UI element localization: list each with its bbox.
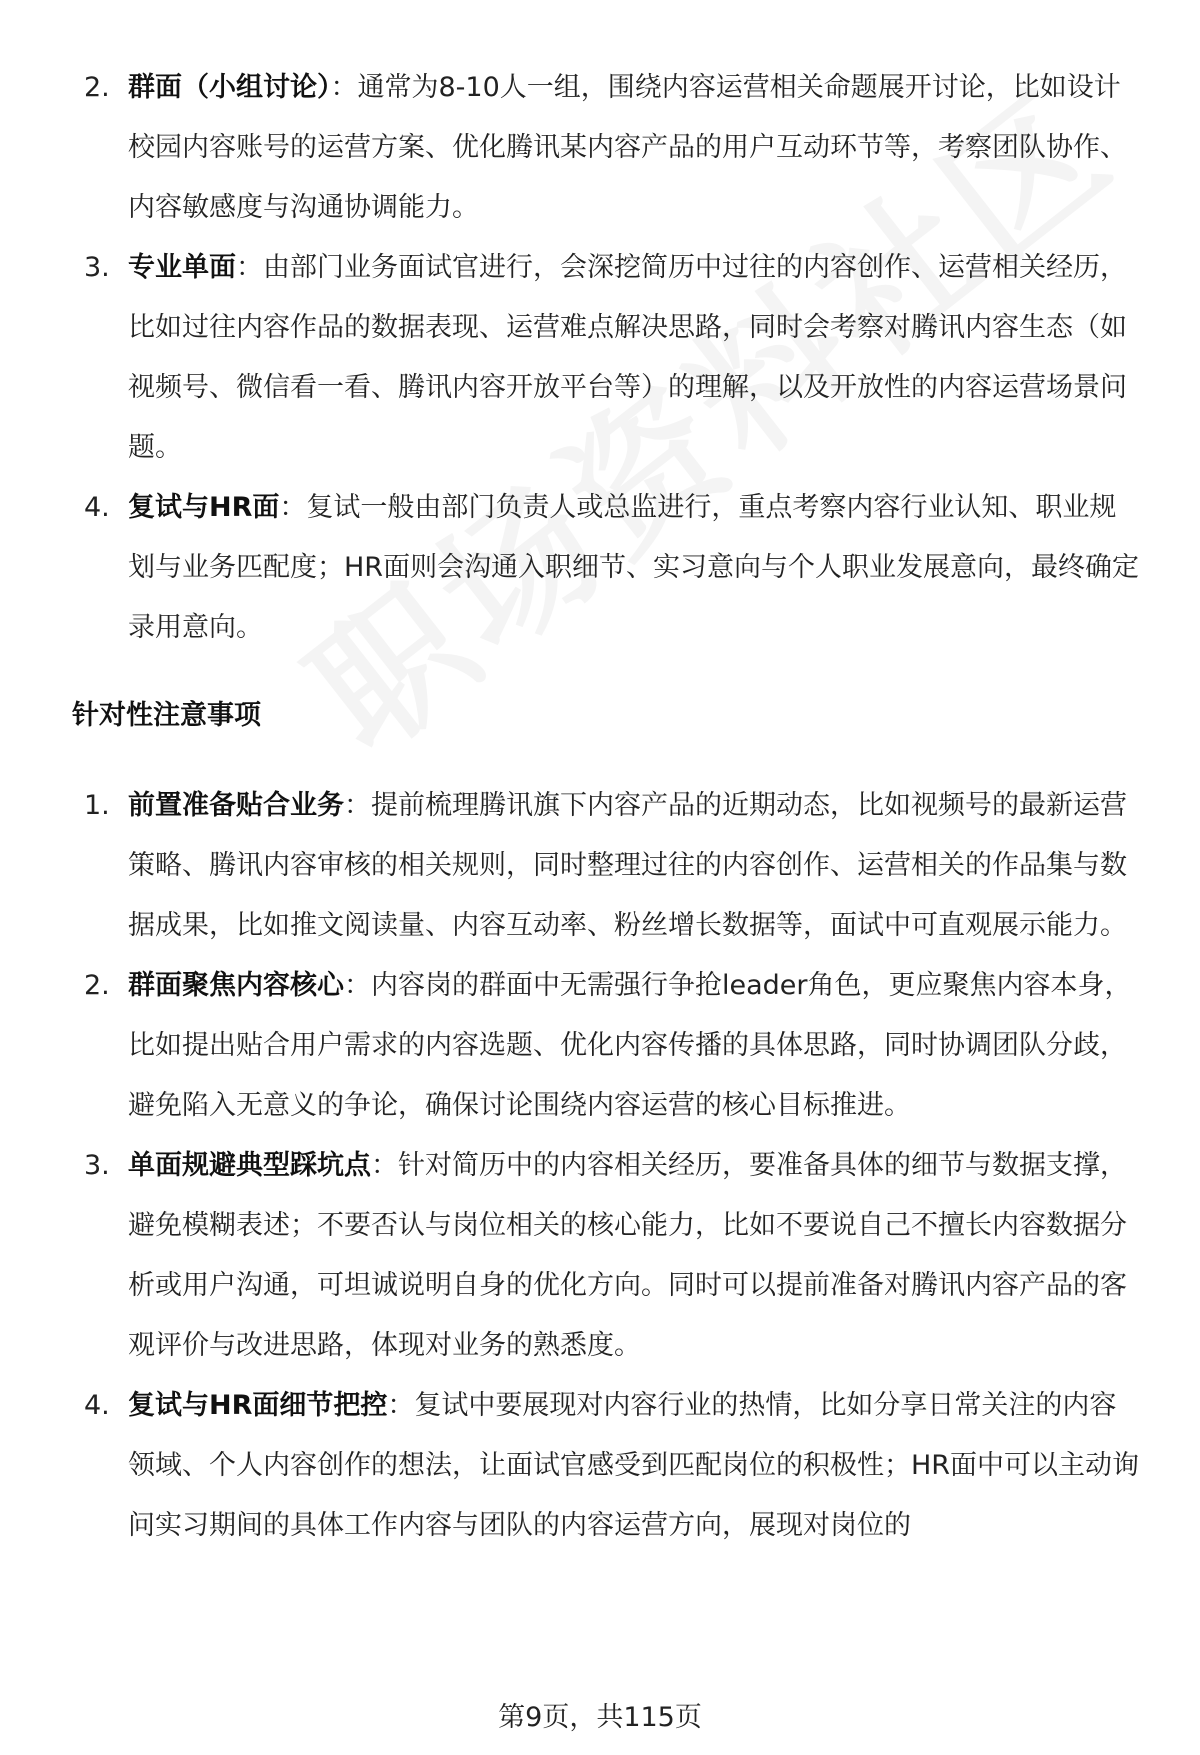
section-title: 针对性注意事项 xyxy=(72,700,261,731)
list-item-number: 3. xyxy=(84,252,110,283)
list-item-text: 通常为8-10人一组，围绕内容运营相关命题展开讨论，比如设计校园内容账号的运营方案、优化腾讯某内容产品的用户互动环节等，考察团队协作、内容敏感度与沟通协调能力。 xyxy=(128,72,1127,223)
list-item-title: 复试与HR面细节把控 xyxy=(128,1390,388,1421)
list-item-title: 复试与HR面 xyxy=(128,492,280,523)
list-item-title: 前置准备贴合业务 xyxy=(128,790,344,821)
interview-process-list xyxy=(0,58,1200,658)
list-item-separator: ： xyxy=(387,1390,415,1421)
page-number: 第9页，共115页 xyxy=(498,1702,702,1733)
list-item-text: 复试一般由部门负责人或总监进行，重点考察内容行业认知、职业规划与业务匹配度；HR面则会沟通入职细节、实习意向与个人职业发展意向，最终确定录用意向。 xyxy=(128,492,1140,643)
list-item-number: 2. xyxy=(84,970,110,1001)
list-item xyxy=(0,238,1200,478)
list-item-title: 专业单面 xyxy=(128,252,236,283)
list-item xyxy=(0,956,1200,1136)
list-item-separator: ： xyxy=(344,970,371,1001)
list-item-separator: ： xyxy=(344,790,371,821)
list-item-separator: ： xyxy=(330,72,358,103)
precautions-list xyxy=(0,776,1200,1556)
list-item-title: 群面聚焦内容核心 xyxy=(128,970,344,1001)
list-item-text: 复试中要展现对内容行业的热情，比如分享日常关注的内容领域、个人内容创作的想法，让面试官感受到匹配岗位的积极性；HR面中可以主动询问实习期间的具体工作内容与团队的内容运营方向，展现对岗位的 xyxy=(128,1390,1140,1541)
list-item-title: 单面规避典型踩坑点 xyxy=(128,1150,371,1181)
list-item-text: 提前梳理腾讯旗下内容产品的近期动态，比如视频号的最新运营策略、腾讯内容审核的相关规则，同时整理过往的内容创作、运营相关的作品集与数据成果，比如推文阅读量、内容互动率、粉丝增长数据等，面试中可直观展示能力。 xyxy=(128,790,1127,941)
list-item-text: 由部门业务面试官进行，会深挖简历中过往的内容创作、运营相关经历，比如过往内容作品的数据表现、运营难点解决思路，同时会考察对腾讯内容生态（如视频号、微信看一看、腾讯内容开放平台等）的理解，以及开放性的内容运营场景问题。 xyxy=(128,252,1127,463)
list-item xyxy=(0,776,1200,956)
list-item-number: 2. xyxy=(84,72,110,103)
list-item-number: 3. xyxy=(84,1150,110,1181)
list-item xyxy=(0,58,1200,238)
list-item-number: 4. xyxy=(84,492,110,523)
list-item-text: 针对简历中的内容相关经历，要准备具体的细节与数据支撑，避免模糊表述；不要否认与岗位相关的核心能力，比如不要说自己不擅长内容数据分析或用户沟通，可坦诚说明自身的优化方向。同时可以提前准备对腾讯内容产品的客观评价与改进思路，体现对业务的熟悉度。 xyxy=(128,1150,1127,1361)
list-item-text: 内容岗的群面中无需强行争抢leader角色，更应聚焦内容本身，比如提出贴合用户需求的内容选题、优化内容传播的具体思路，同时协调团队分歧，避免陷入无意义的争论，确保讨论围绕内容运营的核心目标推进。 xyxy=(128,970,1132,1121)
list-item xyxy=(0,478,1200,658)
list-item-title: 群面（小组讨论） xyxy=(128,72,331,103)
list-item-separator: ： xyxy=(371,1150,398,1181)
list-item-separator: ： xyxy=(236,252,263,283)
list-item-number: 4. xyxy=(84,1390,110,1421)
list-item xyxy=(0,1136,1200,1376)
list-item-number: 1. xyxy=(84,790,110,821)
list-item-separator: ： xyxy=(279,492,307,523)
list-item xyxy=(0,1376,1200,1556)
